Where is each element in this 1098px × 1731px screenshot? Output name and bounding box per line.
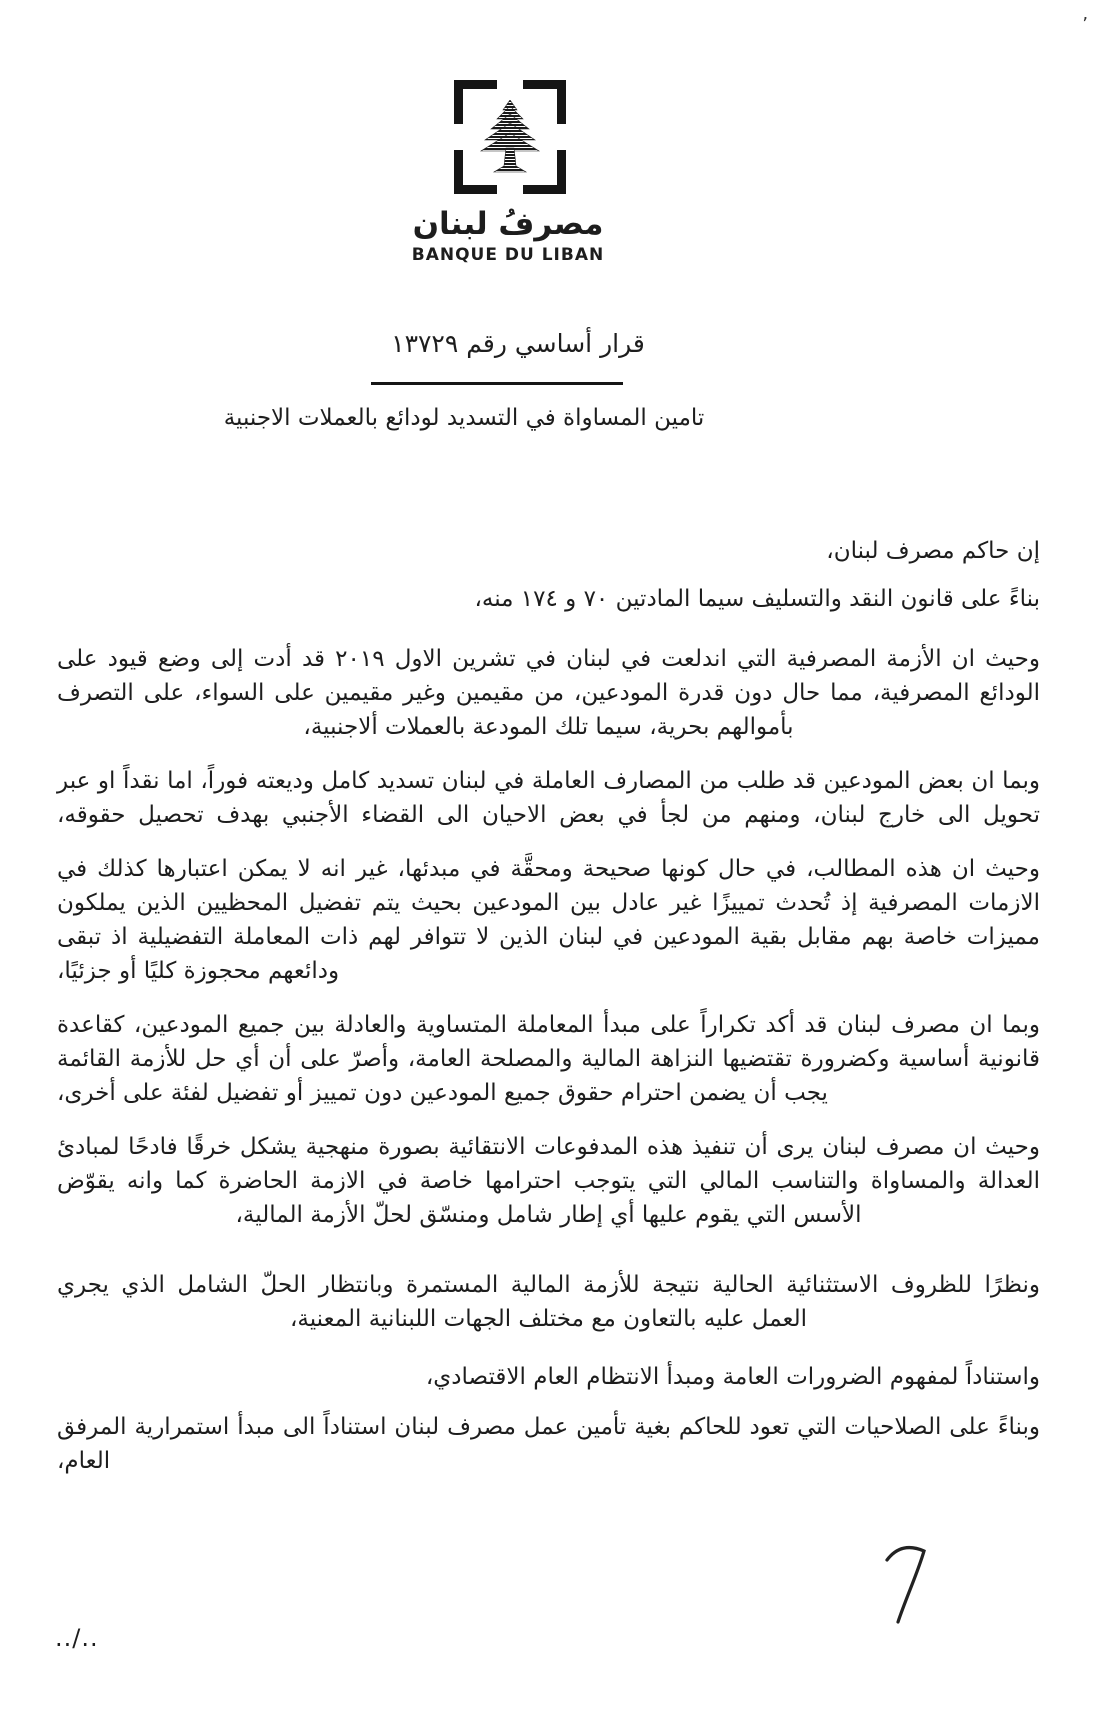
logo-frame-gap bbox=[557, 124, 566, 150]
decision-subject: تامين المساواة في التسديد لودائع بالعملات الاجنبية bbox=[223, 405, 705, 431]
paragraph-legal-basis: بناءً على قانون النقد والتسليف سيما المادتين ٧٠ و ١٧٤ منه، bbox=[474, 586, 1040, 612]
logo-frame-gap bbox=[454, 124, 463, 150]
scan-corner-mark: ’ bbox=[1082, 14, 1088, 35]
paragraph-public-necessity: واستناداً لمفهوم الضرورات العامة ومبدأ الانتظام العام الاقتصادي، bbox=[425, 1364, 1040, 1390]
paragraph-depositor-demands: وبما ان بعض المودعين قد طلب من المصارف العاملة في لبنان تسديد كامل وديعته فوراً، اما نقداً او عبر تحويل الى خارج لبنان، ومنهم من لجأ في بعض الاحيان الى القضاء الأجنبي بهدف تحصيل حقوقه، bbox=[57, 768, 1040, 828]
paragraph-equal-treatment: وبما ان مصرف لبنان قد أكد تكراراً على مبدأ المعاملة المتساوية والعادلة بين جميع المودعين، كقاعدة قانونية أساسية وكضرورة تقتضيها النزاهة المالية والمصلحة العامة، وأصرّ على أن أي حل للأزمة القائمة يجب أن يضمن احترام حقوق جميع المودعين دون تمييز أو تفضيل لفئة على أخرى، bbox=[57, 1012, 1040, 1106]
logo-frame-gap bbox=[497, 185, 523, 194]
letterhead bbox=[0, 0, 1098, 434]
title-underline bbox=[371, 382, 623, 385]
paragraph-unfair-distinction: وحيث ان هذه المطالب، في حال كونها صحيحة ومحقَّة في مبدئها، غير انه لا يمكن اعتبارها كذلك في الازمات المصرفية إذ تُحدث تمييزًا غير عادل بين المودعين بحيث يتم تفضيل المحظيين الذين يملكون مميزات خاصة بهم مقابل بقية المودعين في لبنان الذين لا تتوافر لهم ذات المعاملة التفضيلية اذ تبقى ودائعهم محجوزة كليًا أو جزئيًا، bbox=[57, 856, 1040, 984]
paragraph-exceptional-circumstances: ونظرًا للظروف الاستثنائية الحالية نتيجة للأزمة المالية المستمرة وبانتظار الحلّ الشامل الذي يجري العمل عليه بالتعاون مع مختلف الجهات اللبنانية المعنية، bbox=[57, 1272, 1040, 1332]
paragraph-banking-crisis: وحيث ان الأزمة المصرفية التي اندلعت في لبنان في تشرين الاول ٢٠١٩ قد أدت إلى وضع قيود على الودائع المصرفية، مما حال دون قدرة المودعين، من مقيمين وغير مقيمين على السواء، على التصرف بأموالهم بحرية، سيما تلك المودعة بالعملات ألاجنبية، bbox=[57, 646, 1040, 740]
cedar-tree-icon bbox=[479, 100, 541, 174]
handwritten-mark bbox=[884, 1542, 930, 1626]
document-body bbox=[0, 534, 1098, 1478]
bank-name-latin: BANQUE DU LIBAN bbox=[411, 245, 605, 265]
bank-logo bbox=[454, 80, 566, 194]
continuation-mark: ../.. bbox=[55, 1624, 99, 1652]
bank-name-arabic: مصرفُ لبنان bbox=[412, 206, 604, 242]
paragraph-selective-payments: وحيث ان مصرف لبنان يرى أن تنفيذ هذه المدفوعات الانتقائية بصورة منهجية يشكل خرقًا فادحًا لمبادئ العدالة والمساواة والتناسب المالي التي يتوجب احترامها خاصة في الازمة الحاضرة كما وانه يقوّض الأسس التي يقوم عليها أي إطار شامل ومنسّق لحلّ الأزمة المالية، bbox=[57, 1134, 1040, 1228]
logo-frame-gap bbox=[497, 80, 523, 89]
paragraph-governor-powers: وبناءً على الصلاحيات التي تعود للحاكم بغية تأمين عمل مصرف لبنان استناداً الى مبدأ استمرارية المرفق العام، bbox=[57, 1414, 1040, 1474]
decision-title: قرار أساسي رقم ١٣٧٢٩ bbox=[391, 329, 645, 358]
salutation: إن حاكم مصرف لبنان، bbox=[826, 538, 1040, 564]
